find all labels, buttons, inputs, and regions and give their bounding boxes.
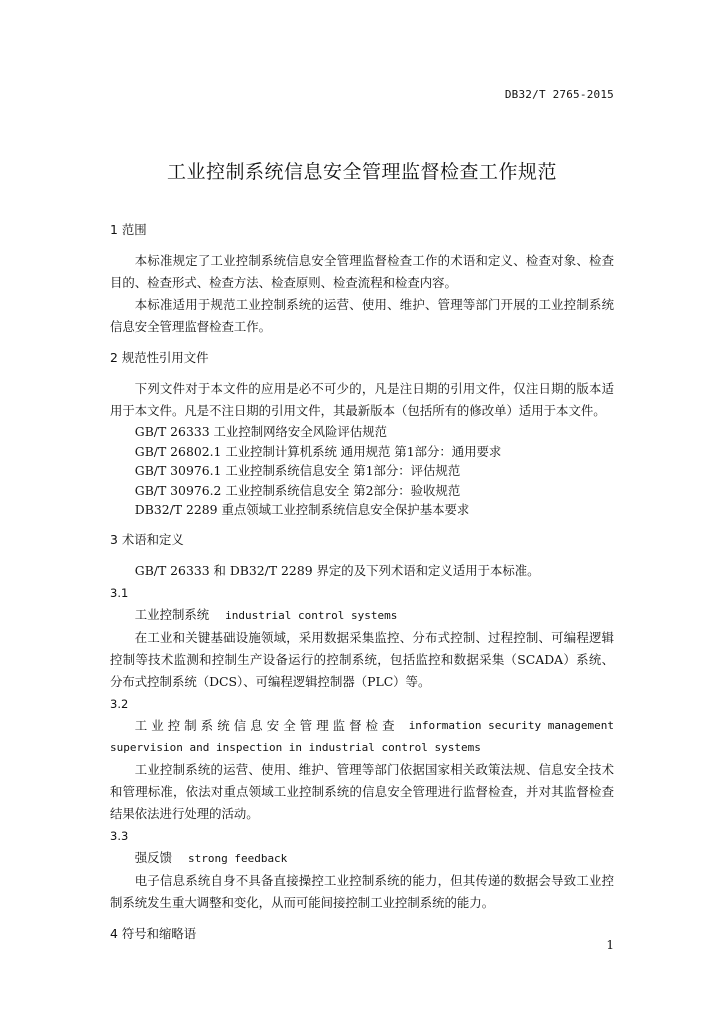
term-number: 3.2	[110, 696, 129, 711]
term-entry	[110, 847, 614, 870]
reference-item: GB/T 30976.2 工业控制系统信息安全 第2部分：验收规范	[134, 482, 461, 498]
page-number: 1	[606, 938, 614, 952]
term-en: information security management	[408, 718, 614, 732]
reference-item: GB/T 30976.1 工业控制系统信息安全 第1部分：评估规范	[134, 463, 461, 478]
document-title: 工业控制系统信息安全管理监督检查工作规范	[166, 161, 557, 183]
term-zh: 强反馈	[134, 849, 172, 865]
section-heading-normative-references: 2 规范性引用文件	[110, 350, 209, 365]
term-entry	[110, 715, 614, 737]
term-entry	[110, 604, 614, 627]
document-code: DB32/T 2765-2015	[504, 88, 614, 101]
term-definition: 在工业和关键基础设施领域，采用数据采集监控、分布式控制、过程控制、可编程逻辑控制等技术监测和控制生产设备运行的控制系统，包括监控和数据采集（SCADA）系统、分布式控制系统（DCS）、可编程逻辑控制器（PLC）等。	[110, 629, 614, 689]
term-en: industrial control systems	[225, 608, 398, 622]
reference-item: GB/T 26802.1 工业控制计算机系统 通用规范 第1部分：通用要求	[134, 443, 502, 459]
section-heading-scope: 1 范围	[110, 222, 147, 237]
paragraph: 本标准适用于规范工业控制系统的运营、使用、维护、管理等部门开展的工业控制系统信息安全管理监督检查工作。	[110, 297, 614, 334]
term-zh: 工业控制系统信息安全管理监督检查	[134, 717, 399, 733]
document-body	[110, 218, 614, 946]
paragraph: 本标准规定了工业控制系统信息安全管理监督检查工作的术语和定义、检查对象、检查目的、检查形式、检查方法、检查原则、检查流程和检查内容。	[110, 253, 614, 290]
term-number: 3.1	[110, 585, 129, 600]
term-number: 3.3	[110, 828, 129, 843]
term-definition: 工业控制系统的运营、使用、维护、管理等部门依据国家相关政策法规、信息安全技术和管理标准，依法对重点领域工业控制系统的信息安全管理进行监督检查，并对其监督检查结果依法进行处理的活动。	[110, 761, 614, 821]
term-zh: 工业控制系统	[134, 606, 210, 622]
reference-item: DB32/T 2289 重点领域工业控制系统信息安全保护基本要求	[134, 502, 470, 517]
term-definition: 电子信息系统自身不具备直接操控工业控制系统的能力，但其传递的数据会导致工业控制系统发生重大调整和变化，从而可能间接控制工业控制系统的能力。	[110, 872, 614, 910]
term-en: strong feedback	[187, 851, 288, 865]
reference-item: GB/T 26333 工业控制网络安全风险评估规范	[134, 424, 388, 439]
paragraph: 下列文件对于本文件的应用是必不可少的，凡是注日期的引用文件，仅注日期的版本适用于本文件。凡是不注日期的引用文件，其最新版本（包括所有的修改单）适用于本文件。	[110, 381, 614, 418]
paragraph: GB/T 26333 和 DB32/T 2289 界定的及下列术语和定义适用于本标准。	[134, 562, 540, 578]
section-heading-terms: 3 术语和定义	[110, 531, 184, 547]
term-en-continued: supervision and inspection in industrial control systems	[110, 740, 481, 754]
section-heading-symbols: 4 符号和缩略语	[110, 925, 197, 941]
